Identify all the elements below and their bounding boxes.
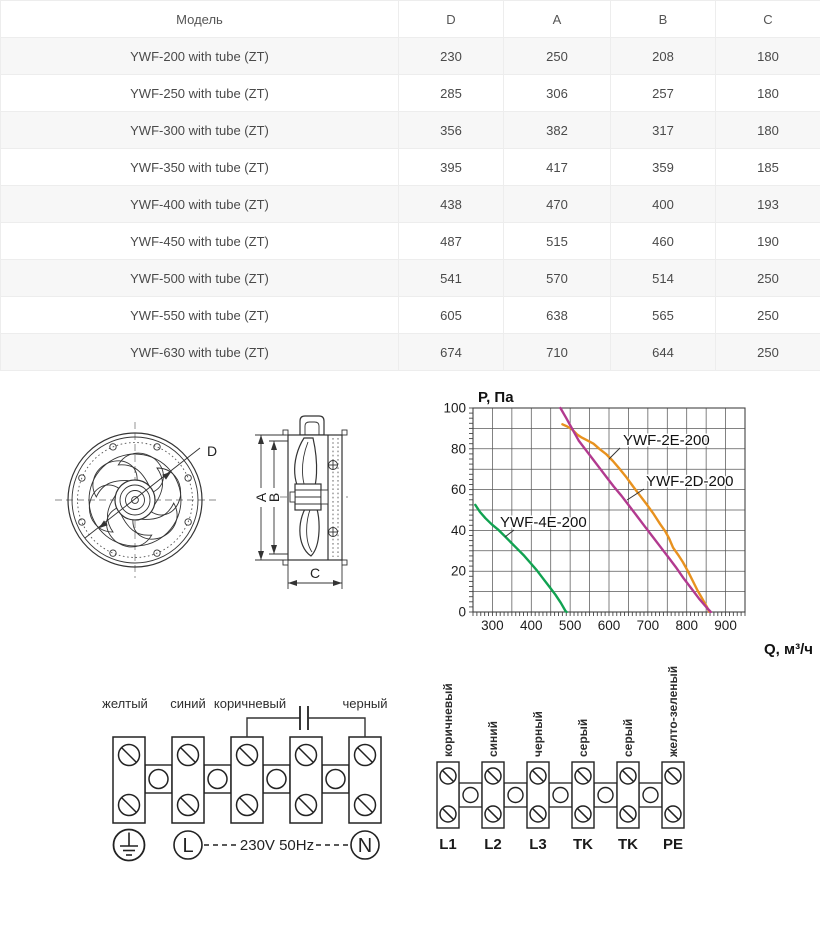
performance-chart — [430, 388, 820, 663]
table-cell: 250 — [504, 38, 611, 75]
dimensions-table-section — [0, 0, 820, 371]
neutral-label: N — [357, 835, 373, 857]
screw-icon — [355, 795, 376, 816]
column-header: B — [611, 1, 716, 38]
table-cell: YWF-450 with tube (ZT) — [1, 223, 399, 260]
table-row — [1, 149, 820, 186]
flange-tab — [283, 430, 288, 435]
fan-dimension-drawing — [50, 400, 380, 620]
table-cell: 638 — [504, 297, 611, 334]
bolt-hole — [110, 550, 116, 556]
table-cell: 180 — [716, 75, 820, 112]
dimensions-table — [0, 0, 820, 371]
screw-icon — [296, 745, 317, 766]
wiring-diagram-single-phase — [80, 680, 420, 880]
x-tick-label: 600 — [597, 618, 621, 633]
screw-icon — [178, 795, 199, 816]
screw-icon — [119, 795, 140, 816]
table-cell: 710 — [504, 334, 611, 371]
motor-shaft — [321, 490, 328, 504]
table-cell: 487 — [399, 223, 504, 260]
junction-box — [300, 416, 324, 435]
dim-a-arrow — [258, 551, 264, 560]
dim-b-arrow — [271, 441, 277, 450]
link-hole — [208, 770, 227, 789]
dim-a-arrow — [258, 435, 264, 444]
table-cell: 208 — [611, 38, 716, 75]
table-cell: YWF-350 with tube (ZT) — [1, 149, 399, 186]
wire-color-label: коричневый — [441, 683, 455, 757]
table-cell: YWF-550 with tube (ZT) — [1, 297, 399, 334]
wire-color-label: коричневый — [213, 696, 287, 711]
series-label-ywf-2d-200: YWF-2D-200 — [646, 473, 734, 490]
link-hole — [553, 788, 568, 803]
screw-icon — [440, 768, 456, 784]
table-cell: 180 — [716, 38, 820, 75]
y-tick-label: 60 — [450, 482, 466, 498]
table-row — [1, 334, 820, 371]
column-header: D — [399, 1, 504, 38]
earth-ground-icon — [114, 830, 145, 861]
table-cell: 417 — [504, 149, 611, 186]
hub-outer — [115, 480, 155, 520]
wire-color-label: желтый — [102, 696, 148, 711]
series-label-ywf-2e-200: YWF-2E-200 — [623, 432, 710, 449]
table-cell: 257 — [611, 75, 716, 112]
terminal-name-label: L2 — [484, 836, 502, 853]
wiring-diagram-three-phase — [420, 665, 720, 880]
wire-color-label: серый — [621, 718, 635, 757]
table-cell: YWF-500 with tube (ZT) — [1, 260, 399, 297]
dim-d-label: D — [207, 443, 218, 459]
fan-front-view — [55, 422, 218, 578]
column-header: Модель — [1, 1, 399, 38]
wire-color-label: черный — [342, 696, 388, 711]
link-hole — [149, 770, 168, 789]
link-hole — [463, 788, 478, 803]
screw-icon — [485, 768, 501, 784]
series-label-leader — [609, 448, 620, 459]
table-cell: 644 — [611, 334, 716, 371]
series-label-ywf-4e-200: YWF-4E-200 — [500, 514, 587, 531]
table-header — [1, 1, 820, 38]
dim-b-arrow — [271, 545, 277, 554]
wire-color-label: серый — [576, 718, 590, 757]
screw-icon — [119, 745, 140, 766]
x-tick-label: 300 — [481, 618, 504, 633]
table-cell: 515 — [504, 223, 611, 260]
screw-icon — [575, 806, 591, 822]
table-cell: 250 — [716, 297, 820, 334]
table-cell: YWF-250 with tube (ZT) — [1, 75, 399, 112]
table-cell: 470 — [504, 186, 611, 223]
dim-c-arrow — [288, 580, 297, 586]
flange-tab — [283, 560, 288, 565]
table-cell: YWF-400 with tube (ZT) — [1, 186, 399, 223]
dim-a-label: A — [253, 492, 269, 503]
screw-icon — [178, 745, 199, 766]
table-cell: 185 — [716, 149, 820, 186]
screw-icon — [237, 745, 258, 766]
flange-tab — [342, 560, 347, 565]
fan-side-view — [253, 416, 348, 589]
table-cell: 359 — [611, 149, 716, 186]
link-hole — [598, 788, 613, 803]
flange-tab — [342, 430, 347, 435]
y-tick-label: 80 — [450, 441, 466, 457]
table-cell: 250 — [716, 334, 820, 371]
bolt-hole — [79, 519, 85, 525]
column-header: C — [716, 1, 820, 38]
screw-icon — [665, 768, 681, 784]
y-tick-label: 40 — [450, 522, 466, 538]
table-cell: 356 — [399, 112, 504, 149]
x-tick-label: 700 — [636, 618, 660, 633]
link-hole — [508, 788, 523, 803]
table-cell: 190 — [716, 223, 820, 260]
wire-color-label: синий — [170, 696, 206, 711]
table-cell: 230 — [399, 38, 504, 75]
screw-icon — [620, 768, 636, 784]
table-row — [1, 260, 820, 297]
x-tick-label: 400 — [520, 618, 543, 633]
y-tick-label: 20 — [450, 563, 466, 579]
screw-cross-icon — [329, 461, 338, 470]
table-cell: 565 — [611, 297, 716, 334]
dim-c-label: C — [309, 565, 321, 581]
table-cell: 306 — [504, 75, 611, 112]
terminal-name-label: PE — [662, 836, 684, 853]
table-cell: 285 — [399, 75, 504, 112]
screw-icon — [530, 806, 546, 822]
screw-icon — [620, 806, 636, 822]
table-row — [1, 38, 820, 75]
table-cell: YWF-630 with tube (ZT) — [1, 334, 399, 371]
table-cell: 570 — [504, 260, 611, 297]
bolt-hole — [185, 475, 191, 481]
table-row — [1, 297, 820, 334]
table-cell: 250 — [716, 260, 820, 297]
screw-icon — [296, 795, 317, 816]
screw-cross-icon — [329, 528, 338, 537]
dim-b-label: B — [266, 492, 282, 503]
terminal-name-label: L3 — [529, 836, 547, 853]
table-cell: 438 — [399, 186, 504, 223]
screw-icon — [665, 806, 681, 822]
table-row — [1, 112, 820, 149]
x-tick-label: 900 — [714, 618, 737, 633]
table-row — [1, 223, 820, 260]
table-cell: 382 — [504, 112, 611, 149]
screw-icon — [237, 795, 258, 816]
motor-cap — [290, 492, 295, 502]
link-hole — [326, 770, 345, 789]
wire-color-label: желто-зеленый — [666, 665, 680, 757]
x-tick-label: 500 — [558, 618, 582, 633]
table-cell: YWF-200 with tube (ZT) — [1, 38, 399, 75]
table-cell: 514 — [611, 260, 716, 297]
series-label-leader — [505, 530, 514, 537]
screw-icon — [355, 745, 376, 766]
wire-color-label: черный — [531, 711, 545, 757]
supply-voltage-label: 230V 50Hz — [239, 837, 315, 854]
terminal-strip — [102, 696, 387, 823]
table-cell: 395 — [399, 149, 504, 186]
terminal-name-label: TK — [573, 836, 593, 853]
screw-icon — [530, 768, 546, 784]
terminal-strip — [437, 666, 684, 853]
table-cell: 674 — [399, 334, 504, 371]
screw-icon — [485, 806, 501, 822]
table-cell: 541 — [399, 260, 504, 297]
table-row — [1, 186, 820, 223]
table-row — [1, 75, 820, 112]
table-cell: 400 — [611, 186, 716, 223]
table-cell: YWF-300 with tube (ZT) — [1, 112, 399, 149]
column-header: A — [504, 1, 611, 38]
screw-icon — [440, 806, 456, 822]
x-tick-label: 800 — [675, 618, 698, 633]
table-cell: 193 — [716, 186, 820, 223]
link-hole — [267, 770, 286, 789]
screw-icon — [575, 768, 591, 784]
phase-label: L — [182, 835, 194, 857]
bolt-hole — [154, 444, 160, 450]
dim-c-arrow — [333, 580, 342, 586]
terminal-name-label: L1 — [439, 836, 457, 853]
y-tick-label: 0 — [458, 604, 466, 620]
table-cell: 317 — [611, 112, 716, 149]
table-cell: 180 — [716, 112, 820, 149]
table-cell: 460 — [611, 223, 716, 260]
x-axis-title: Q, м³/ч — [764, 641, 813, 658]
y-tick-label: 100 — [443, 400, 466, 416]
table-cell: 605 — [399, 297, 504, 334]
y-axis-title: P, Па — [478, 389, 514, 406]
terminal-name-label: TK — [618, 836, 638, 853]
wire-color-label: синий — [486, 720, 500, 757]
link-hole — [643, 788, 658, 803]
